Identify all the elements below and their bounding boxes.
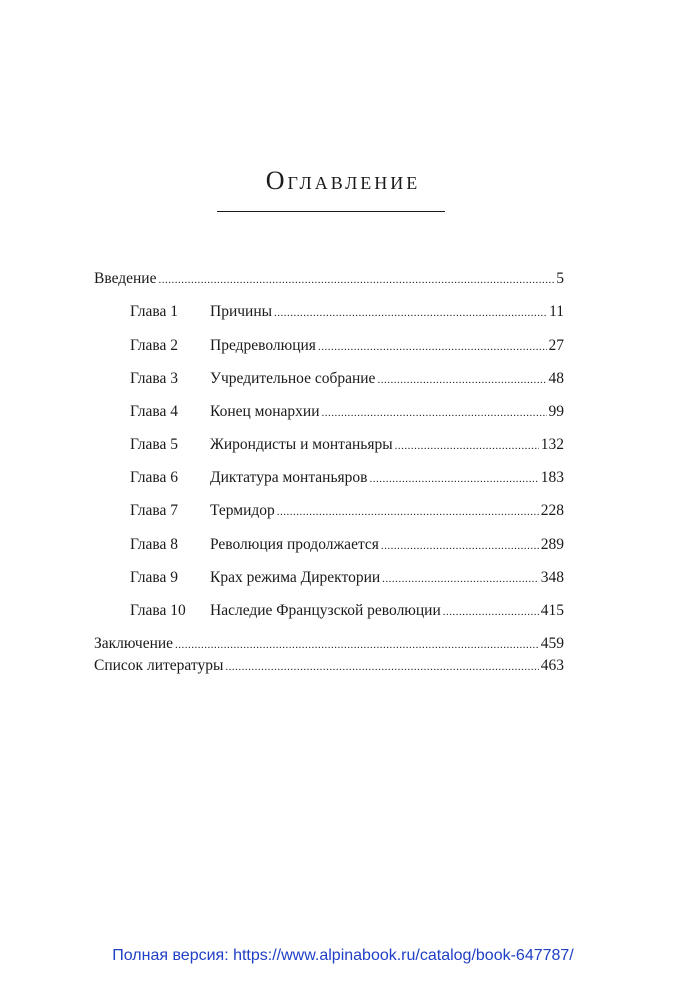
page-number: 228 [540, 502, 564, 519]
toc-entry-intro[interactable] [94, 268, 564, 290]
chapter-title: Крах режима Директории [210, 569, 381, 586]
page-number: 348 [540, 569, 564, 586]
dot-leader [381, 535, 539, 557]
chapter-label: Глава 3 [130, 370, 179, 387]
dot-leader [443, 601, 539, 623]
chapter-label: Глава 10 [130, 602, 186, 619]
page-number: 415 [540, 602, 564, 619]
chapter-label: Глава 7 [130, 502, 179, 519]
dot-leader [377, 369, 546, 391]
dot-leader [369, 468, 538, 490]
chapter-title: Термидор [210, 502, 275, 519]
chapter-label: Глава 4 [130, 403, 179, 420]
chapter-label: Глава 1 [130, 303, 179, 320]
dot-leader [321, 402, 546, 424]
page-number: 289 [540, 536, 564, 553]
chapter-title: Причины [210, 303, 273, 320]
full-version-link[interactable]: Полная версия: https://www.alpinabook.ru/catalog/book-647787/ [112, 947, 574, 964]
page-number: 459 [540, 635, 564, 652]
dot-leader [225, 656, 538, 678]
toc-entry-chapter-3[interactable] [94, 368, 564, 390]
page-number: 463 [540, 657, 564, 674]
dot-leader [318, 336, 547, 358]
page-number: 27 [548, 337, 564, 354]
chapter-title: Диктатура монтаньяров [210, 469, 368, 486]
dot-leader [277, 501, 539, 523]
page-title: Оглавление [265, 166, 421, 195]
chapter-label: Глава 6 [130, 469, 179, 486]
page-number: 11 [549, 303, 564, 320]
toc-entry-chapter-2[interactable] [94, 335, 564, 357]
dot-leader [395, 435, 539, 457]
entry-title: Список литературы [94, 657, 224, 674]
chapter-label: Глава 8 [130, 536, 179, 553]
page-number: 99 [548, 403, 564, 420]
page-number: 132 [540, 436, 564, 453]
toc-entry-chapter-7[interactable] [94, 500, 564, 522]
toc-entry-chapter-4[interactable] [94, 401, 564, 423]
page-number: 5 [556, 270, 564, 287]
chapter-label: Глава 2 [130, 337, 179, 354]
toc-entry-chapter-9[interactable] [94, 567, 564, 589]
chapter-title: Революция продолжается [210, 536, 379, 553]
chapter-title: Предреволюция [210, 337, 316, 354]
chapter-label: Глава 5 [130, 436, 179, 453]
dot-leader [382, 568, 539, 590]
page-number: 48 [548, 370, 564, 387]
toc-entry-chapter-8[interactable] [94, 534, 564, 556]
chapter-label: Глава 9 [130, 569, 179, 586]
dot-leader [274, 302, 547, 324]
entry-title: Введение [94, 270, 157, 287]
dot-leader [175, 634, 539, 656]
toc-entry-chapter-6[interactable] [94, 467, 564, 489]
toc-entry-conclusion[interactable] [94, 633, 564, 655]
page-number: 183 [540, 469, 564, 486]
toc-entry-bibliography[interactable] [94, 655, 564, 677]
dot-leader [158, 269, 554, 291]
chapter-title: Конец монархии [210, 403, 320, 420]
chapter-title: Жирондисты и монтаньяры [210, 436, 393, 453]
toc-entry-chapter-5[interactable] [94, 434, 564, 456]
chapter-title: Наследие Французской революции [210, 602, 441, 619]
title-divider [217, 211, 445, 212]
toc-entry-chapter-1[interactable] [94, 301, 564, 323]
toc-entry-chapter-10[interactable] [94, 600, 564, 622]
entry-title: Заключение [94, 635, 174, 652]
chapter-title: Учредительное собрание [210, 370, 376, 387]
